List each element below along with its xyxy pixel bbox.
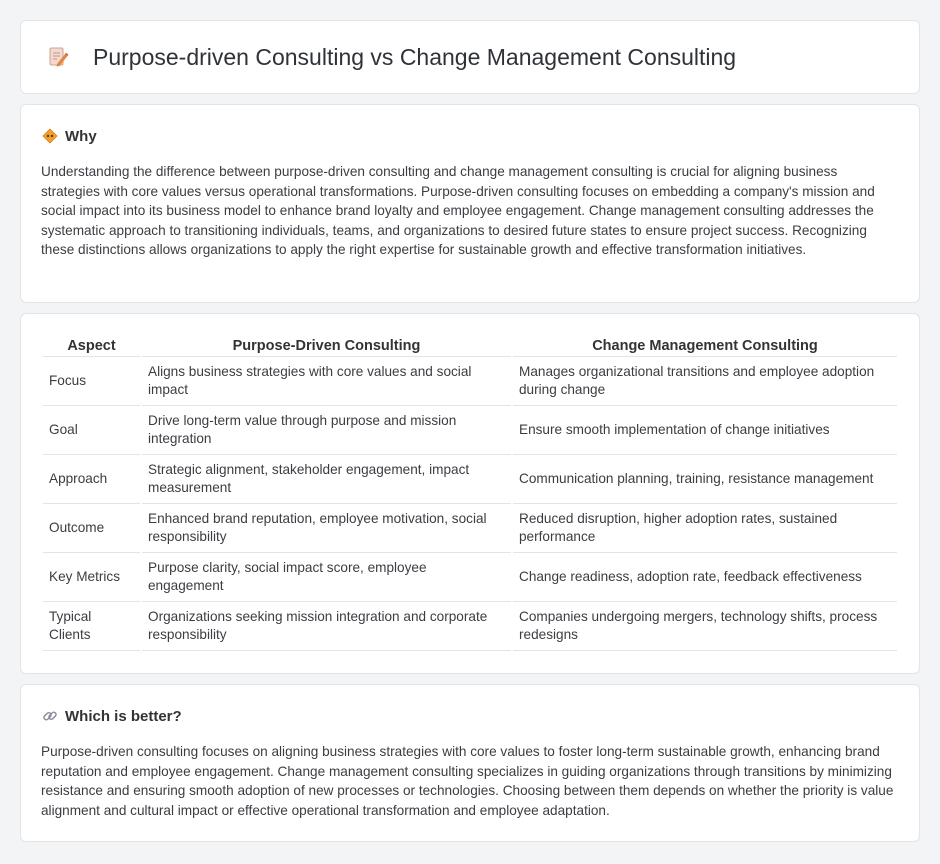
row-aspect: Outcome bbox=[43, 504, 140, 553]
row-purpose-value: Strategic alignment, stakeholder engagement, impact measurement bbox=[142, 455, 511, 504]
row-purpose-value: Organizations seeking mission integration and corporate responsibility bbox=[142, 602, 511, 651]
table-header-row bbox=[43, 334, 897, 357]
row-purpose-value: Enhanced brand reputation, employee motivation, social responsibility bbox=[142, 504, 511, 553]
better-body: Purpose-driven consulting focuses on aligning business strategies with core values to foster long-term sustainable growth, enhancing brand reputation and employee engagement. Change management consulting specializes in guiding organizations through transitions by minimizing resistance and ensuring smooth adoption of new processes or technologies. Choosing between them depends on whether the priority is value alignment and cultural impact or effective operational transformation and employee adaptation. bbox=[41, 744, 894, 818]
header-card bbox=[20, 20, 920, 94]
table-row bbox=[43, 357, 897, 406]
better-header bbox=[41, 707, 899, 725]
row-aspect: Typical Clients bbox=[43, 602, 140, 651]
row-change-value: Companies undergoing mergers, technology shifts, process redesigns bbox=[513, 602, 897, 651]
row-aspect: Goal bbox=[43, 406, 140, 455]
row-purpose-value: Aligns business strategies with core values and social impact bbox=[142, 357, 511, 406]
row-change-value: Manages organizational transitions and employee adoption during change bbox=[513, 357, 897, 406]
table-row bbox=[43, 602, 897, 651]
table-row bbox=[43, 553, 897, 602]
diamond-sign-icon bbox=[41, 127, 59, 145]
row-change-value: Communication planning, training, resistance management bbox=[513, 455, 897, 504]
table-row bbox=[43, 406, 897, 455]
why-body: Understanding the difference between purpose-driven consulting and change management consulting is crucial for aligning business strategies with core values versus operational transformations. Purpose-driven consulting focuses on embedding a company's mission and social impact into its business model to enhance brand loyalty and employee engagement. Change management consulting addresses the systematic approach to transitioning individuals, teams, and organizations to desired future states to ensure project success. Recognizing these distinctions allows organizations to apply the right expertise for sustainable growth and effective transformation initiatives. bbox=[41, 164, 875, 257]
header-change-management: Change Management Consulting bbox=[513, 334, 897, 357]
header-purpose-driven: Purpose-Driven Consulting bbox=[142, 334, 511, 357]
row-purpose-value: Drive long-term value through purpose and mission integration bbox=[142, 406, 511, 455]
page-title: Purpose-driven Consulting vs Change Management Consulting bbox=[93, 43, 737, 70]
why-header bbox=[41, 127, 899, 145]
table-row bbox=[43, 455, 897, 504]
row-aspect: Key Metrics bbox=[43, 553, 140, 602]
link-icon bbox=[41, 707, 59, 725]
which-is-better-section bbox=[20, 684, 920, 842]
comparison-table-card bbox=[20, 313, 920, 674]
row-change-value: Reduced disruption, higher adoption rates, sustained performance bbox=[513, 504, 897, 553]
why-title: Why bbox=[65, 127, 97, 145]
row-purpose-value: Purpose clarity, social impact score, employee engagement bbox=[142, 553, 511, 602]
better-title: Which is better? bbox=[65, 707, 182, 725]
why-section bbox=[20, 104, 920, 303]
row-aspect: Focus bbox=[43, 357, 140, 406]
table-row bbox=[43, 504, 897, 553]
comparison-table bbox=[41, 334, 899, 651]
row-change-value: Ensure smooth implementation of change initiatives bbox=[513, 406, 897, 455]
row-change-value: Change readiness, adoption rate, feedback effectiveness bbox=[513, 553, 897, 602]
document-edit-icon bbox=[45, 44, 71, 70]
row-aspect: Approach bbox=[43, 455, 140, 504]
header-aspect: Aspect bbox=[43, 334, 140, 357]
